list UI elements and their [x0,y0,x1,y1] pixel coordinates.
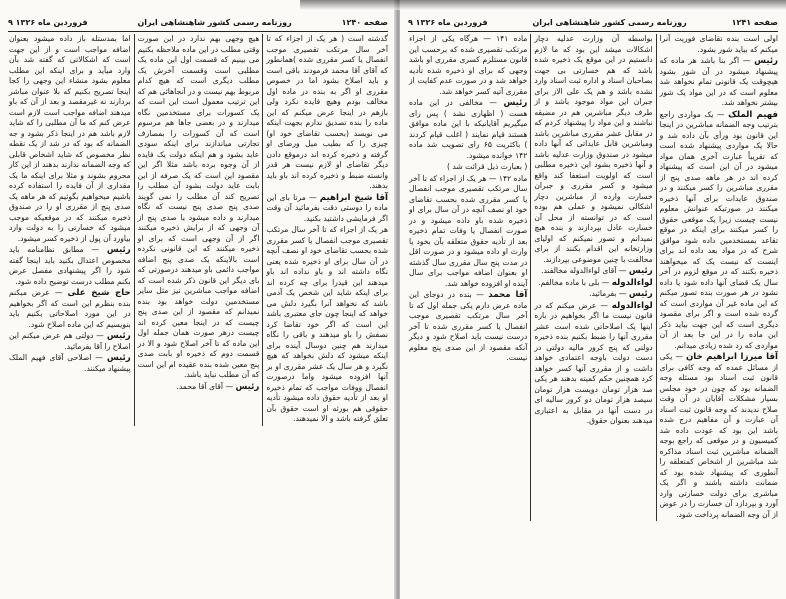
scan-shadow [300,0,786,10]
speaker-name: لواءالدوله [611,277,653,288]
text-column [656,34,781,521]
text-column [530,34,655,521]
paragraph [409,98,527,161]
text-column [6,34,134,426]
speaker-name: آقا شیخ ابراهیم [319,192,388,203]
speaker-name: رئیس [106,353,131,363]
speaker-name: رئیس [235,381,260,392]
paragraph [534,278,652,289]
speaker-name: رئیس [503,98,528,108]
header-page-number: صفحه ۱۲۴۱ [731,17,778,27]
columns [406,34,781,521]
paragraph-text: — عرض میکنم بنده بنظرم این است که اگر بخواهیم در این مورد اصلاحاتی بکنیم باید بنویسیم که این ماده اصلاح شود. [8,288,131,329]
columns [6,34,391,426]
paragraph [9,331,131,352]
page-header [408,16,778,32]
paragraph-text: — عرض میکنم که در قانون نیست ما اگر بخواهیم در باره اینها یک اصلاحاتی شده است عشر مقرری آنها را ضبط بکنیم بنده ذخیره دولتی که پنج کرور مالیه دولتی در دست دولت باوجه اعتمادی خواهد داشت و از مقرری آنها کسر خواهد کرد همچنین حکم کمیته بدهند هر یکی صد هزار تومان دویست هزار تومان سیصد هزار تومان دو کرور سالیه ای در دست آنها در مقابل به اعتباری میدهند بعنوان حقوق. [534,300,653,425]
speaker-name: آقا محمد [488,290,528,300]
speaker-name: رئیس [754,56,779,66]
paragraph-text: اولی است بنده تقاضای فوریت آنرا میکنم که بباید شور بشود. [659,34,778,54]
text-column [134,34,263,426]
paragraph-text: — دولتی هم عرض میکنم این اصلاح را آقا بفرمائید. [8,331,131,351]
paragraph-text: ماده ۱۴۲ — هر یک از اجزاء که تا آخر سال مرتکب تقصیری موجب انفصال یا کسر مقرری شده بحسب تقاضای خود او نصف آنچه در آن سال برای او ذخیره شده باو داده میشود و در صورت انفصال یا وفات تمام ذخیره بعد از تأدیه حقوق متعلقه بآن بخود یا وارث او داده میشود و در صورت اقل در مدت پنج سال مقرری سال گذشته او بعنوان اضافه مواجب برای سال آینده او افزوده خواهد شد. [409,173,528,288]
paragraph [9,288,131,330]
paragraph [660,110,778,352]
paragraph-text: هیچ وجهی بهم ندارد در این صورت وقتی مطلب در این ماده ملاحظه بکنیم می بینیم که قسمت اول این ماده یک مطلبی است وقسمت آخرش یک مطلب دیگری است که هیچ کدام مربوط بهم نیست و در آنجاهائی هم که این ترتیب معمول است این است که یک کسورات برای مستخدمین نگاه میدارند و در بعضی جاها هم مرسوم است که آن کسورات را بمصارف تجارتی میاندازند برای اینکه سودی عاید بشود و هم اینکه دولت یک فایده از آن وجوه برده باشد مثلا اگر این مقصود این است که یک صرفه از این بابت عاید دولت بشود آن مطلب را تصریح کند آن مطلب را نمی گویند صدی پنج صدی پنج نیست که نگاه میدارند و داده میشود یا صدی پنج از آن وجهی که از برایش ذخیره میکنند اگر از آن وجهی است که برای او ذخیره میکنند که این قانونی نکرده است بالاینکه یک صدی پنج اضافه مواجب دائمی باو میدهند درصورتی که بای دیگر این قانون ذکر شده است که اضافه مواجب مباشرین نیز مثل سایر مستخدمین دولت خواهد بود بنده نمیدانم که مقصود از این صدی پنج چیست که در اینجا معین کرده اند چیست درهر صورت همان جمله اول این ماده که تا آخر اصلاح شود و الا در قسمت دوم که ذخیره او بابت صدی پنج معین شده بنده عقیده ام این است که آن مطلب نباید باشد. [137,34,260,379]
paragraph-text: بواسطه آن وزارت عدلیه دچار اشکالات میشد این بود که ما لازم دانستیم در این موقع یک ذخیره شده باشد که هم خسارتی بی جهت بصاحبان اسناد و اداره ثبت اسناد وارد نشده باشد و هم یک علی الاز برای جبران این مواد موجود باشد و از طرف دیگر مباشرین هم در مضیقه نباشند و این مواد را پیشنهاد کردم که در مقابل عشر مقرری مباشرین باشد ومباشرین قابل عایداتی که آنها داده میشود در صندوق وزارت عدلیه باشد و آنها ذخیره بشود این ذخیره مطلبی است که اولویت استعفا کند واقع میشود و کسر مقرری و جبران خسارت وارده از مباشرین دچار اشکالی نمیشود و عملی هم بوده است که در توانسته از محل آن خسارت عادل بپردازند و بنده هیچ نمیدانم و تصور نمیکنم که اولیای وزارتخانه این اقدام بکنند از برای مخالفت با چنین موضوعی بپردازند. [534,34,653,264]
paragraph [138,34,260,381]
speaker-name: حاج شیخ علی [67,288,131,298]
speaker-name: فهیم الملک [728,109,778,120]
paragraph [266,225,388,425]
paragraph [9,34,131,244]
paragraph [266,34,388,192]
paragraph-text: — آقای آقا محمد. [176,381,234,391]
paragraph [660,56,778,109]
paragraph-text: — بلی با ماده مخالفم. [538,277,610,287]
header-title: روزنامه رسمی کشور شاهنشاهی ایران [137,17,292,27]
page-header [8,16,388,32]
paragraph [660,352,778,520]
header-page-number: صفحه ۱۲۴۰ [341,17,388,27]
paragraph-text: — اگر بنا باشد هر ماده که پیشنهاد میشود در آن شور بشود هیچوقت یک قانونی تمام نخواهد شد معلوم است که در این مواد یک شور بیشتر نخواهد شد. [659,56,778,107]
paragraph-text: ماده ۱۴۱ — هرگاه یکی از اجزاء مرتکب تقصیری شده که برحسب این قانون مستلزم کسری مقرری او باشد وجهی که برای او ذخیره شده تأدیه خواهد شد و در صورت عدم کفایت از مقرری آتیه کسر خواهد شد. [409,34,528,96]
speaker-name: لواءالدوله [611,300,653,311]
paragraph [534,301,652,427]
text-column [262,34,391,426]
paragraph [138,382,260,393]
paragraph [409,34,527,97]
header-title: روزنامه رسمی کشور شاهنشاهی ایران [532,17,687,27]
paragraph-text: — یک مواردی راجع بترتیب وجه الضمانه مباشرین در اینجا این قانون بود ورأی بآن داده شد و حالا یک مواردی پیشنهاد شده است که تقریباً عبارت آخری همان مواد میشود در آن این است که پیشنهاد کرده اند در هر ماهه صدی پنج از مقرری مباشرین را کسر میکنند و در صندوق عایدات برای آنها ذخیره میکنند در صورتیکه عنوانش معلوم نیست چیست زیرا یک موقعی حقوق را کسر میکنند برای اینکه در موقع تقاعد بمستخدمین داده شود مواقق شرح که در مواد بعد داده اند برای اینست که نیست یک که میخواهند ذخیره بکنند که در موقع لزوم در آخر سال یک قضای آنها داده شود یا داده نشود در هر صورت بنده تصور میکنم که این ماده غیر آن مواردی است که گرده شده است و اگر برای مقصود دیگری است که این جهت بیاید ذکر این ماده را در این جا بعد از آن مواردی که رد شده زیادی میدانم. [659,109,778,350]
paragraph-text: اما بمدستله باز داده میشود بعنوان اضافه مواجب است و از این جهت است که اشکالاتی که گفته شد بآن وارد میآید و برای اینکه این مطلب معلوم بشود منشاء این وجهی را کجا اینجا تصریح بکنیم که بلا عنوان مباشر بردارند نه غیرمقصد و بعد از آن که باو میدهند اضافه مواجب است لازم است عرض کنم که ما آن مطلبی را که شاید لازم باشد هم در اینجا ذکر بشود و جه الضمانه که بود که در شد از یک نقطه نظر مخصوص که شاید اشخاص قابلی که وجه الضمانه ندارند بدهند از این کار محروم بشوند و مثلا برای اینکه ما یک مقداری از آن فایده را استفاده کرده باشیم میخواهیم بگوئیم که هر ماهه یک صدی پنج از مقرری او را در صندوق ذخیره میکنند که در موقعیکه موجب میشود که خسارتی را به دولت وارد بیاورد آن پول از ذخیره کسر میشود. [8,34,131,243]
paragraph [534,266,652,277]
paragraph [534,289,652,300]
paragraph-text: — یکی از مسائل عمده که وجه کافی برای قانون ثبت اسناد بود مسئله وجه الضمانه بود که چون در خود مجلس بسیار مشکلات آقایان در آن وقت صلاح ندیدند که وجه قانون ثبت اسناد آن عبارت و آن مفاهیم درج شده باشد این بود که عودت داده شد کمیسیون و در موقعی که راجع بوجه الضمانه مباشرین ثبت اسناد مذاکره شد مباشرین از اشخاص کمتعلقه را آنطوری که پیشنهاد شده بود که ضمانت داشته باشند و اگر یک مباشری برای دولت خسارتی وارد آورد و بپردازد آن خسارت را در عوض از آن وجه الضمانه پرداخت شود. [659,352,778,519]
paragraph [266,193,388,225]
paragraph [9,245,131,287]
header-date: ۹ فروردین ماه ۱۳۲۶ [8,17,88,27]
paragraph [9,353,131,374]
paragraph-text: — بنده در دوجای این ماده عرض دارم یکی جمله اول که تا آخر سال مرتکب تقصیری موجب انفصال یا کسر مقرری شده تا آخر درست نیست باید اصلاح شود و دیگر آنکه مقصود از این صدی پنج معلوم نیست. [409,290,528,362]
paragraph-text: — اصلاحی آقای فهیم الملک پیشنهاد میکنند. [8,353,131,373]
speaker-name: رئیس [628,289,653,299]
paragraph [409,290,527,364]
speaker-name: رئیس [106,331,131,341]
paragraph-text: هر یک از اجزاء که تا آخر سال مرتکب تقصیری موجب انفصال یا کسر مقرری شده بحسب تقاضای خود او نصف آنچه در آن سال برای او ذخیره شده یعنی نگاه داشته اند و باو نداده اند باو میدهند این قیدرا برای چه کرده اند برای اینکه شاید این شخص یک آدمی باشد که نخواهد آنرا بگیرد دلش می خواهد که اینجا چون جای معتبری باشد این است که اگر خود تقاضا کرد نصفش را باو میدهند و باقی را نگاه میدارند هم چنین دوسال آینده برای اینکه میشود که دلش بخواهد که هیچ نگیرد و هر سال یک عشر مقرری او بر آنها افزوده میشود واما درصورت انفصال ووفات مواجب که تمام ذخیره او بعد از تأدیه حقوق داده میشود تأدیه حقوقی هم بورثه او است حقوق بآن تعلق گرفته باشد و الا نمیدهند. [266,225,388,423]
paragraph-text: گذشته است ( هر یک از اجزاء که تا آخر سال مرتکب تقصیری موجب انفصال یا کسر مقرری شده )همانطور که آقای آقا محمد فرمودند باقی است و باید اصلاح بشود اما در خصوص مقرری او اگر به بنده در ماده اول مخالف بودم وهیچ فایده نکرد ولی بازهم در اینجا عرض میکنم که این ماده را بنده تصدیق ندارم بجهت اینکه می نویسد (بحسب تقاضای خود او) چیزی را که بطیب میل ورضای او گرفته و ذخیره کرده اند درموقع دادن دیگر تقاضای او لازم نیست هر قدر وانسته ضبط و ذخیره کرده اند باو باید بدهند. [266,34,388,190]
text-column [406,34,530,521]
speaker-name: رئیس [628,266,653,276]
paragraph [409,162,527,173]
paragraph-text: — مخالفی در این ماده هست ( اظهاری نشد ) پس رای میگیریم آقایانیکه با این ماده موافق هستند قیام نمایند ( اغلب قیام کردند ) باکثریت ۶۵ رای تصویب شد ماده ۱۴۲ خوانده میشود. [409,98,528,160]
header-date: ۹ فروردین ماه ۱۳۲۶ [408,17,488,27]
speaker-name: آقا میرزا ابراهیم خان [685,352,778,362]
paragraph [534,34,652,265]
paragraph-text: — مطابق نظامنامه باید مخصوص اعتدال بکنید باید اینجا گفته شود را اگر پیشنهادی مفصل عرض بکنم مطلب درست توضیح داده شود. [8,245,131,286]
paragraph-text: — بفرمائید. [589,289,627,298]
paragraph-text: — آقای لواءالدوله مخالفند. [541,266,627,275]
paragraph [660,34,778,55]
paragraph-text: ( بعبارت ذیل قرائت شد ) [447,162,528,171]
right-page [400,0,786,599]
speaker-name: رئیس [106,245,131,255]
paragraph-text: — مرتا بای این ماده را دوستی دقت بفرمائید آن وقت اگر فرمایشی داشتید بکنید. [266,192,388,223]
paragraph [409,174,527,290]
